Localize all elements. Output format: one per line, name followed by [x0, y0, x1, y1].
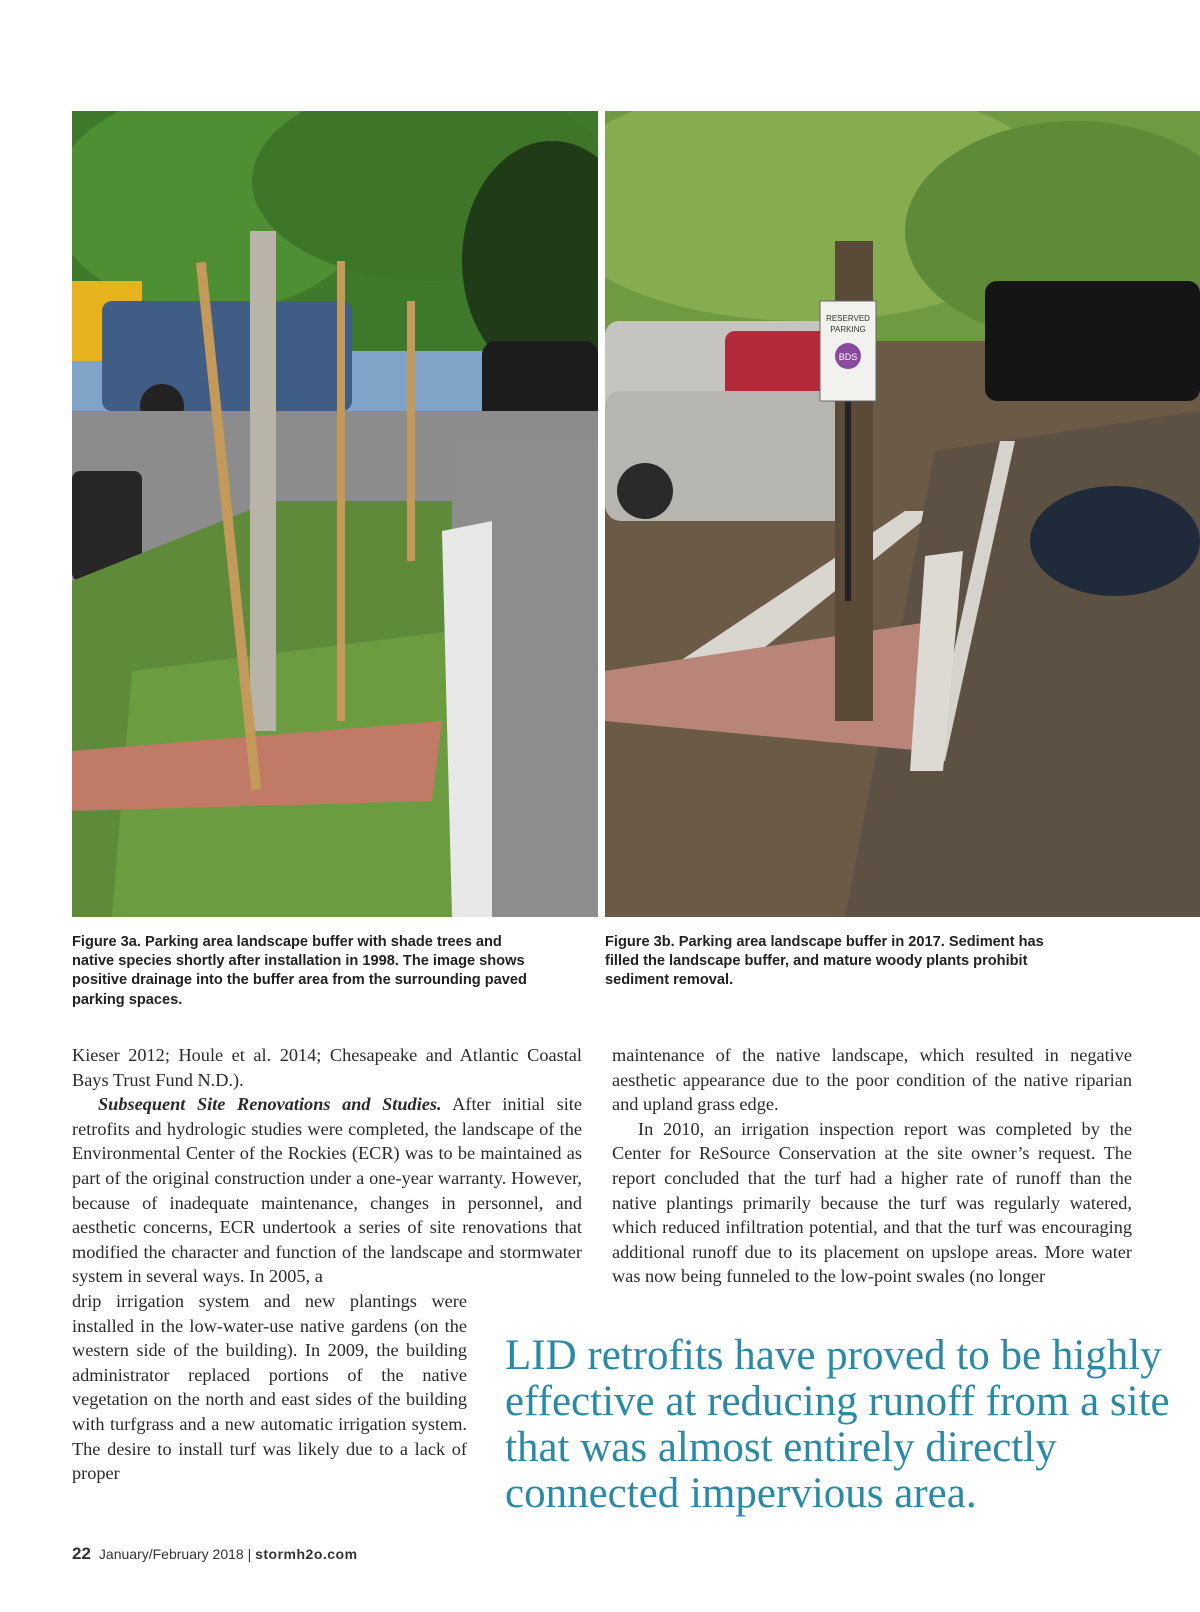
- figure-3a-photo: [72, 111, 598, 917]
- section-runin-heading: Subsequent Site Renovations and Studies.: [98, 1094, 442, 1115]
- sign-parking: PARKING: [830, 325, 866, 334]
- body-paragraph: maintenance of the native landscape, which resulted in negative aesthetic appearance due to the poor condition of the native riparian and upland grass edge.: [612, 1045, 1132, 1115]
- figure-3a-caption: Figure 3a. Parking area landscape buffer with shade trees and native species shortly after installation in 1998. The image shows positive drainage into the buffer area from the surrounding paved parking spaces.: [72, 934, 527, 1008]
- body-paragraph-continued: drip irrigation system and new plantings were installed in the low-water-use native gardens (on the western side of the building). In 2009, the building administrator replaced portions of the native vegetation on the north and east sides of the building with turfgrass and a new automatic irrigation system. The desire to install turf was likely due to a lack of proper: [72, 1290, 467, 1484]
- body-paragraph: In 2010, an irrigation inspection report was completed by the Center for ReSource Conservation at the site owner’s request. The report concluded that the turf had a higher rate of runoff than the native plantings primarily because the turf was regularly watered, which reduced infiltration potential, and that the turf was encouraging additional runoff due to its placement on upslope areas. More water was now being funneled to the low-point swales (no longer: [612, 1118, 1132, 1287]
- sign-reserved: RESERVED: [826, 314, 870, 323]
- body-text: After initial site retrofits and hydrologic studies were completed, the landscape of the Environmental Center of the Rockies (ECR) was to be maintained as part of the original construction under a one-year warranty. However, because of inadequate maintenance, changes in personnel, and aesthetic concerns, ECR undertook a series of site renovations that modified the character and function of the landscape and stormwater system in several ways. In 2005, a: [72, 1094, 582, 1287]
- body-paragraph: [72, 1092, 582, 1289]
- page-number: 22: [72, 1544, 91, 1563]
- page-footer: [72, 1544, 358, 1564]
- figure-3b-photo: [605, 111, 1200, 917]
- figure-3b-caption: Figure 3b. Parking area landscape buffer in 2017. Sediment has filled the landscape buffer, and mature woody plants prohibit sediment removal.: [605, 934, 1044, 989]
- site-url: stormh2o.com: [255, 1546, 358, 1562]
- issue-date: January/February 2018 |: [98, 1546, 256, 1562]
- body-paragraph: Kieser 2012; Houle et al. 2014; Chesapeake and Atlantic Coastal Bays Trust Fund N.D.).: [72, 1045, 582, 1090]
- body-column-right: [612, 1043, 1132, 1289]
- pull-quote: LID retrofits have proved to be highly effective at reducing runoff from a site that was almost entirely directly connected impervious area.: [505, 1332, 1170, 1517]
- sign-bds: BDS: [838, 352, 858, 362]
